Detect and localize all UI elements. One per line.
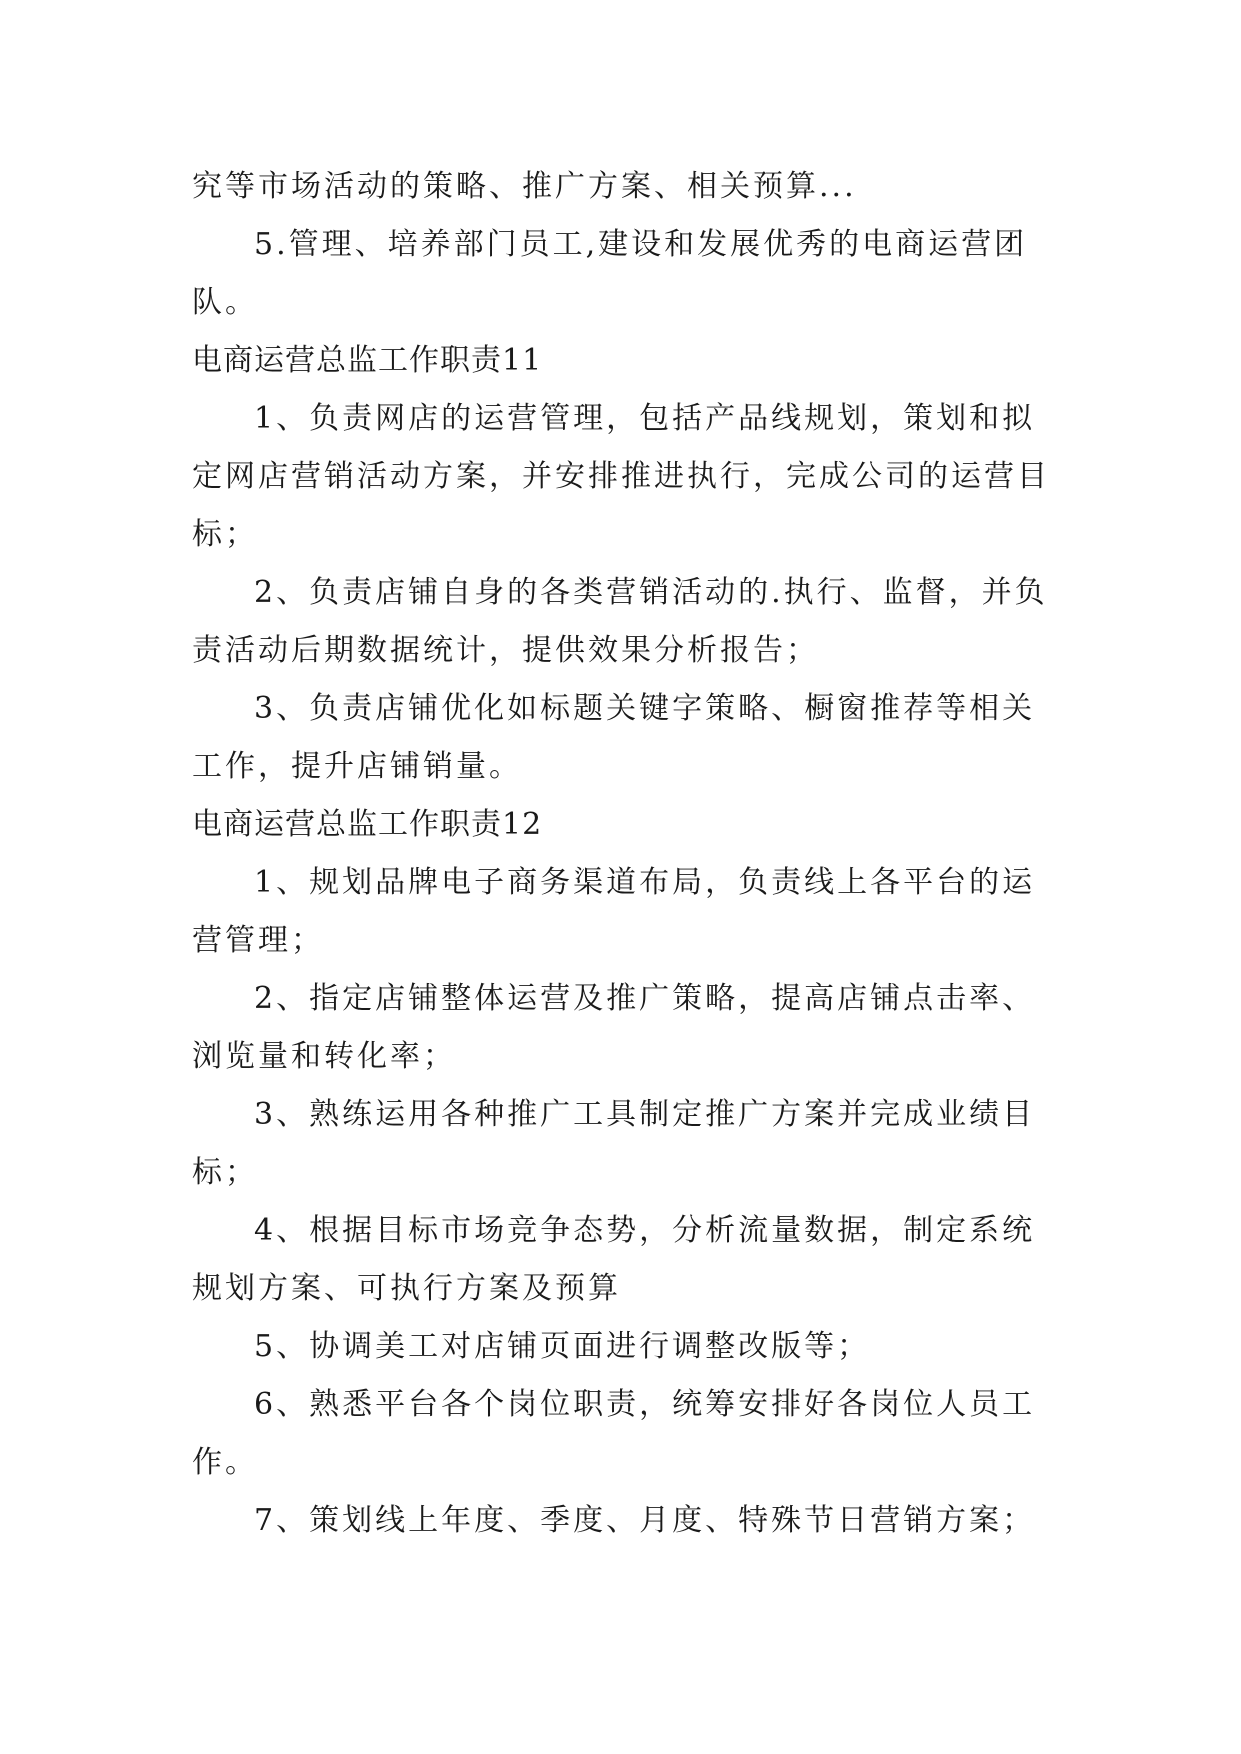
text-line: 规划方案、可执行方案及预算 bbox=[192, 1271, 621, 1306]
text-line: 3、负责店铺优化如标题关键字策略、橱窗推荐等相关 bbox=[254, 691, 1036, 726]
text-line: 1、负责网店的运营管理，包括产品线规划，策划和拟 bbox=[254, 401, 1036, 436]
text-line: 5.管理、培养部门员工,建设和发展优秀的电商运营团 bbox=[254, 227, 1028, 262]
text-line: 定网店营销活动方案，并安排推进执行，完成公司的运营目 bbox=[192, 459, 1050, 494]
section-heading: 电商运营总监工作职责12 bbox=[192, 807, 543, 842]
text-line: 作。 bbox=[192, 1445, 258, 1480]
text-line: 2、负责店铺自身的各类营销活动的.执行、监督，并负 bbox=[254, 575, 1048, 610]
text-line: 营管理； bbox=[192, 923, 324, 958]
section-heading: 电商运营总监工作职责11 bbox=[192, 343, 543, 378]
text-line: 队。 bbox=[192, 285, 258, 320]
document-page bbox=[192, 158, 1052, 1550]
text-line: 7、策划线上年度、季度、月度、特殊节日营销方案； bbox=[254, 1503, 1036, 1538]
text-line: 浏览量和转化率； bbox=[192, 1039, 456, 1074]
text-line: 5、协调美工对店铺页面进行调整改版等； bbox=[254, 1329, 871, 1364]
text-line: 标； bbox=[192, 1155, 258, 1190]
text-line: 工作，提升店铺销量。 bbox=[192, 749, 522, 784]
text-line: 1、规划品牌电子商务渠道布局，负责线上各平台的运 bbox=[254, 865, 1036, 900]
text-line: 2、指定店铺整体运营及推广策略，提高店铺点击率、 bbox=[254, 981, 1036, 1016]
text-line: 究等市场活动的策略、推广方案、相关预算... bbox=[192, 169, 857, 204]
text-line: 标； bbox=[192, 517, 258, 552]
text-line: 6、熟悉平台各个岗位职责，统筹安排好各岗位人员工 bbox=[254, 1387, 1036, 1422]
text-line: 4、根据目标市场竞争态势，分析流量数据，制定系统 bbox=[254, 1213, 1036, 1248]
text-line: 3、熟练运用各种推广工具制定推广方案并完成业绩目 bbox=[254, 1097, 1036, 1132]
text-line: 责活动后期数据统计，提供效果分析报告； bbox=[192, 633, 819, 668]
